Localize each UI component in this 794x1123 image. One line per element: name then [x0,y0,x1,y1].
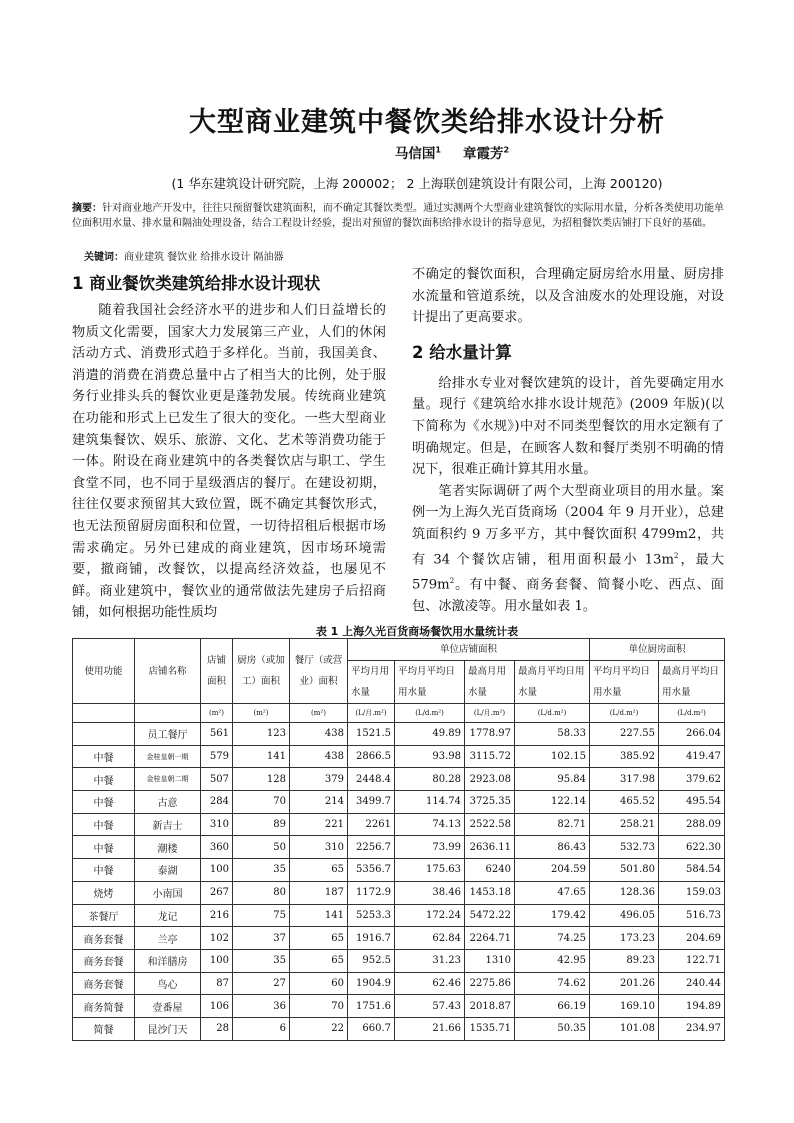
table-cell-v5: 128.36 [590,881,659,904]
table-row [73,859,725,882]
table-cell-v4: 66.19 [515,995,590,1018]
table-cell-area: 106 [201,995,233,1018]
table-cell-v2: 175.63 [395,859,465,882]
table-cell-v1: 1172.9 [348,881,395,904]
table-cell-v3: 1778.97 [465,723,515,746]
table-cell-v4: 58.33 [515,723,590,746]
table-cell-v6: 516.73 [659,904,725,927]
table-cell-v4: 74.25 [515,927,590,950]
table-cell-name: 龙记 [135,904,201,927]
header-avg-month: 平均月用水量 [348,661,395,704]
abstract-text: 针对商业地产开发中，往往只预留餐饮建筑面积，而不确定其餐饮类型。通过实测两个大型商业建筑餐饮的实际用水量，分析各类使用功能单位面积用水量、排水量和隔油处理设备，结合工程设计经验，提出对预留的餐饮面积给排水设计的指导意见，为招租餐饮类店铺打下良好的基础。 [72,203,724,229]
table-cell-v1: 660.7 [348,1017,395,1040]
table-cell-name: 新吉士 [135,813,201,836]
table-cell-v5: 169.10 [590,995,659,1018]
unit-label: (L/月.m²) [348,704,395,723]
table-cell-name: 兰亭 [135,927,201,950]
table-cell-v2: 21.66 [395,1017,465,1040]
table-cell-v2: 62.84 [395,927,465,950]
table-cell-v5: 89.23 [590,949,659,972]
table-cell-v2: 74.13 [395,813,465,836]
table-cell-name: 壹番屋 [135,995,201,1018]
table-cell-kitchen: 35 [233,949,290,972]
unit-label: (L/月.m²) [465,704,515,723]
table-cell-v4: 102.15 [515,745,590,768]
table-cell-area: 507 [201,768,233,791]
unit-label: (L/d.m²) [395,704,465,723]
table-cell-v6: 159.03 [659,881,725,904]
unit-label: (m²) [233,704,290,723]
table-cell-v6: 419.47 [659,745,725,768]
table-row [73,768,725,791]
table-cell-v2: 93.98 [395,745,465,768]
unit-label: (L/d.m²) [515,704,590,723]
section-1-paragraph: 随着我国社会经济水平的进步和人们日益增长的物质文化需要，国家大力发展第三产业，人们的休闲活动方式、消费形式趋于多样化。当前，我国美食、消遣的消费在消费总量中占了相当大的比例，处于服务行业排头兵的餐饮业更是蓬勃发展。传统商业建筑在功能和形式上已发生了很大的变化。一些大型商业建筑集餐饮、娱乐、旅游、文化、艺术等消费功能于一体。附设在商业建筑中的各类餐饮店与职工、学生食堂不同，也不同于星级酒店的餐厅。在建设初期，往往仅要求预留其大致位置，既不确定其餐饮形式，也无法预留厨房面积和位置，一切待招租后根据市场需求确定。另外已建成的商业建筑，因市场环境需要，撤商铺，改餐饮，以提高经济效益，也屡见不鲜。商业建筑中，餐饮业的通常做法先建房子后招商铺，如何根据功能性质均 [72,303,386,621]
table-cell-name: 古意 [135,791,201,814]
table-cell-v5: 496.05 [590,904,659,927]
section-2-paragraph-1: 给排水专业对餐饮建筑的设计，首先要确定用水量。现行《建筑给水排水设计规范》(2009 年版)(以下简称为《水规》)中对不同类型餐饮的用水定额有了明确规定。但是，在顾客人数和餐厅类别不明确的情况下，很难正确计算其用水量。 [412,375,724,478]
table-cell-v3: 2923.08 [465,768,515,791]
table-cell-func: 商务套餐 [73,949,135,972]
table-cell-v6: 379.62 [659,768,725,791]
abstract [72,202,724,231]
table-cell-kitchen: 35 [233,859,290,882]
table-cell-func: 茶餐厅 [73,904,135,927]
table-cell-area: 100 [201,949,233,972]
table-cell-v2: 38.46 [395,881,465,904]
table-cell-v3: 2018.87 [465,995,515,1018]
table-cell-v3: 3115.72 [465,745,515,768]
unit-label: (L/d.m²) [659,704,725,723]
section-2-paragraph-2: 笔者实际调研了两个大型商业项目的用水量。案例一为上海久光百货商场（2004 年 9 月开业），总建筑面积约 9 万多平方，其中餐饮面积 4799m2，共有 34 个餐饮店铺，租用面积最小 $13m^2$，最大 $579m^2$。有中餐、商务套餐、简餐小吃、西点、面包、冰激凌等。用水量如表 1。 [412,483,724,614]
header-max-month-day: 最高月平均日用水量 [515,661,590,704]
table-cell-v4: 82.71 [515,813,590,836]
table-cell-kitchen: 50 [233,836,290,859]
table-cell-func: 商务套餐 [73,972,135,995]
table-caption: 表 1 上海久光百货商场餐饮用水量统计表 [315,625,519,638]
table-cell-v6: 266.04 [659,723,725,746]
table-cell-func: 中餐 [73,768,135,791]
table-cell-kitchen: 36 [233,995,290,1018]
table-cell-name: 昆沙门天 [135,1017,201,1040]
table-body [73,723,725,1041]
author-1: 马信国 [394,146,436,162]
table-cell-kitchen: 80 [233,881,290,904]
table-row [73,881,725,904]
table-row [73,972,725,995]
table-cell-name: 潮楼 [135,836,201,859]
affiliation: (1 华东建筑设计研究院，上海 200002； 2 上海联创建筑设计有限公司，上海 200120) [171,176,663,191]
table-cell-func: 中餐 [73,859,135,882]
table-cell-v2: 31.23 [395,949,465,972]
table-cell-v5: 501.80 [590,859,659,882]
table-cell-name: 鸟心 [135,972,201,995]
table-cell-dining: 22 [290,1017,348,1040]
table-cell-v5: 101.08 [590,1017,659,1040]
table-cell-func: 中餐 [73,836,135,859]
table-cell-area: 87 [201,972,233,995]
table-cell-func: 中餐 [73,745,135,768]
table-cell-v1: 2261 [348,813,395,836]
table-cell-dining: 65 [290,927,348,950]
table-cell-area: 310 [201,813,233,836]
header-dining: 餐厅（或营业）面积 [290,639,348,704]
table-cell-func: 中餐 [73,791,135,814]
table-cell-v3: 2264.71 [465,927,515,950]
keywords-label: 关键词： [84,252,124,263]
table-cell-v1: 952.5 [348,949,395,972]
table-cell-v1: 1521.5 [348,723,395,746]
table-cell-kitchen: 70 [233,791,290,814]
paper-title: 大型商业建筑中餐饮类给排水设计分析 [189,107,665,138]
table-cell-v6: 122.71 [659,949,725,972]
header-kitchen: 厨房（或加工）面积 [233,639,290,704]
table-cell-v3: 5472.22 [465,904,515,927]
table-cell-v3: 1310 [465,949,515,972]
table-cell-area: 100 [201,859,233,882]
unit-label: (m²) [290,704,348,723]
table-cell-area: 284 [201,791,233,814]
table-cell-name: 金桂皇朝二期 [135,768,201,791]
header-max-month: 最高月用水量 [465,661,515,704]
table-row [73,1017,725,1040]
table-cell-v3: 2636.11 [465,836,515,859]
table-cell-name: 和洋膳房 [135,949,201,972]
table-row [73,927,725,950]
table-cell-area: 267 [201,881,233,904]
table-row [73,904,725,927]
keywords-text: 商业建筑 餐饮业 给排水设计 隔油器 [124,252,284,263]
table-cell-dining: 141 [290,904,348,927]
table-row [73,949,725,972]
table-cell-dining: 438 [290,723,348,746]
table-cell-kitchen: 89 [233,813,290,836]
author-2: 章霞芳 [463,146,504,162]
table-cell-dining: 214 [290,791,348,814]
table-cell-v4: 122.14 [515,791,590,814]
table-cell-v5: 465.52 [590,791,659,814]
table-cell-v2: 114.74 [395,791,465,814]
table-cell-v5: 173.23 [590,927,659,950]
table-cell-v6: 204.69 [659,927,725,950]
table-cell-func: 烧烤 [73,881,135,904]
table-cell-area: 579 [201,745,233,768]
water-usage-table [72,638,725,1041]
table-cell-dining: 221 [290,813,348,836]
table-cell-v2: 80.28 [395,768,465,791]
table-cell-kitchen: 6 [233,1017,290,1040]
table-cell-v6: 240.44 [659,972,725,995]
table-cell-v3: 6240 [465,859,515,882]
keywords [84,248,724,263]
table-cell-v6: 584.54 [659,859,725,882]
table-cell-v6: 234.97 [659,1017,725,1040]
header-store: 店铺名称 [135,639,201,704]
table-cell-v4: 42.95 [515,949,590,972]
header-avg-month-day: 平均月平均日用水量 [395,661,465,704]
table-cell-v6: 495.54 [659,791,725,814]
table-cell-v5: 227.55 [590,723,659,746]
table-cell-v2: 49.89 [395,723,465,746]
table-cell-v4: 204.59 [515,859,590,882]
unit-label: (L/d.m²) [590,704,659,723]
table-cell-area: 28 [201,1017,233,1040]
table-cell-area: 561 [201,723,233,746]
table-cell-v3: 1535.71 [465,1017,515,1040]
table-cell-v4: 47.65 [515,881,590,904]
table-cell-dining: 310 [290,836,348,859]
table-cell-v4: 86.43 [515,836,590,859]
header-unit-store: 单位店铺面积 [348,639,590,661]
table-cell-kitchen: 37 [233,927,290,950]
table-cell-v5: 385.92 [590,745,659,768]
table-cell-v1: 5253.3 [348,904,395,927]
table-cell-v2: 172.24 [395,904,465,927]
table-cell-dining: 60 [290,972,348,995]
section-1-heading: 1 商业餐饮类建筑给排水设计现状 [72,274,321,293]
table-row [73,745,725,768]
table-cell-kitchen: 123 [233,723,290,746]
table-cell-dining: 187 [290,881,348,904]
table-cell-v1: 1904.9 [348,972,395,995]
header-kitchen-avg: 平均月平均日用水量 [590,661,659,704]
table-cell-v1: 1916.7 [348,927,395,950]
table-cell-name: 员工餐厅 [135,723,201,746]
right-column [412,264,724,617]
author-2-sup: 2 [503,145,510,155]
authors [0,142,794,162]
table-cell-v1: 5356.7 [348,859,395,882]
table-cell-name: 金桂皇朝一期 [135,745,201,768]
table-cell-v1: 2256.7 [348,836,395,859]
section-1-continuation: 不确定的餐饮面积，合理确定厨房给水用量、厨房排水流量和管道系统，以及含油废水的处理设施，对设计提出了更高要求。 [412,267,724,326]
table-cell-func: 简餐 [73,1017,135,1040]
table-cell-kitchen: 27 [233,972,290,995]
table-cell-v5: 532.73 [590,836,659,859]
table-cell-v3: 2275.86 [465,972,515,995]
table-cell-func: 商务套餐 [73,927,135,950]
table-cell-v4: 50.35 [515,1017,590,1040]
table-cell-v1: 2866.5 [348,745,395,768]
table-cell-v2: 62.46 [395,972,465,995]
table-row [73,813,725,836]
table-cell-name: 小南国 [135,881,201,904]
section-2-heading: 2 给水量计算 [412,342,512,362]
header-function: 使用功能 [73,639,135,704]
table-cell-dining: 70 [290,995,348,1018]
table-cell-v6: 622.30 [659,836,725,859]
table-cell-dining: 438 [290,745,348,768]
header-area: 店铺面积 [201,639,233,704]
table-cell-v1: 3499.7 [348,791,395,814]
author-1-sup: 1 [435,145,441,155]
table-cell-func [73,723,135,746]
table-cell-kitchen: 128 [233,768,290,791]
left-column [72,272,386,624]
table-row [73,791,725,814]
table-cell-v6: 194.89 [659,995,725,1018]
table-row [73,836,725,859]
table-cell-v2: 57.43 [395,995,465,1018]
table-cell-v5: 201.26 [590,972,659,995]
header-unit-kitchen: 单位厨房面积 [590,639,725,661]
table-cell-v4: 179.42 [515,904,590,927]
table-cell-v1: 1751.6 [348,995,395,1018]
table-cell-v1: 2448.4 [348,768,395,791]
table-cell-v6: 288.09 [659,813,725,836]
table-cell-name: 泰湖 [135,859,201,882]
table-cell-v3: 3725.35 [465,791,515,814]
table-cell-v5: 317.98 [590,768,659,791]
unit-label: (m²) [201,704,233,723]
table-cell-dining: 379 [290,768,348,791]
table-cell-v2: 73.99 [395,836,465,859]
table-cell-v5: 258.21 [590,813,659,836]
table-cell-v4: 74.62 [515,972,590,995]
abstract-label: 摘要： [72,203,103,214]
table-cell-func: 中餐 [73,813,135,836]
table-cell-v3: 1453.18 [465,881,515,904]
table-cell-area: 216 [201,904,233,927]
header-kitchen-max: 最高月平均日用水量 [659,661,725,704]
table-cell-area: 102 [201,927,233,950]
table-cell-v3: 2522.58 [465,813,515,836]
table-cell-dining: 65 [290,859,348,882]
table-cell-v4: 95.84 [515,768,590,791]
table-cell-kitchen: 141 [233,745,290,768]
table-row [73,723,725,746]
table-cell-kitchen: 75 [233,904,290,927]
table-row [73,995,725,1018]
table-cell-area: 360 [201,836,233,859]
table-cell-dining: 65 [290,949,348,972]
table-cell-func: 商务简餐 [73,995,135,1018]
